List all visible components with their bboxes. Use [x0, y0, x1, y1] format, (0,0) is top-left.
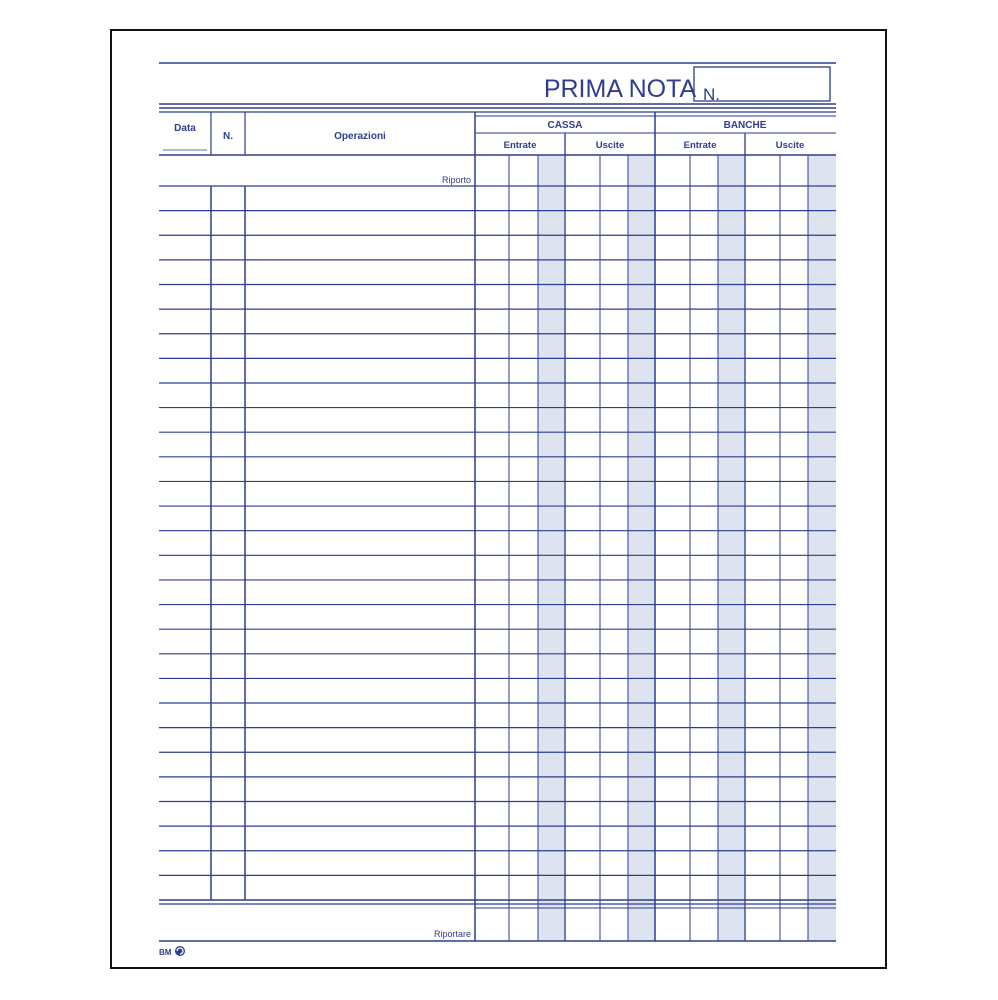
carry-out-label: Riportare [433, 929, 471, 939]
column-header-operations: Operazioni [334, 131, 386, 142]
shaded-columns [538, 155, 836, 941]
column-header-banks-in: Entrate [683, 140, 717, 151]
column-header-banks-out: Uscite [775, 140, 805, 151]
column-header-cash: CASSA [547, 120, 583, 131]
column-header-banks: BANCHE [723, 120, 767, 131]
brand-logo-icon [175, 946, 185, 956]
column-header-number: N. [223, 131, 233, 142]
column-header-date: Data [174, 123, 196, 134]
column-header-cash-out: Uscite [595, 140, 625, 151]
shaded-cents-column [538, 155, 565, 941]
carry-in-label: Riporto [441, 175, 471, 185]
shaded-cents-column [718, 155, 745, 941]
form-title: PRIMA NOTA [543, 75, 697, 103]
brand-logo-text: BM [159, 948, 172, 957]
form-number-label: N. [703, 85, 720, 104]
shaded-cents-column [628, 155, 655, 941]
shaded-cents-column [808, 155, 836, 941]
column-header-cash-in: Entrate [503, 140, 537, 151]
